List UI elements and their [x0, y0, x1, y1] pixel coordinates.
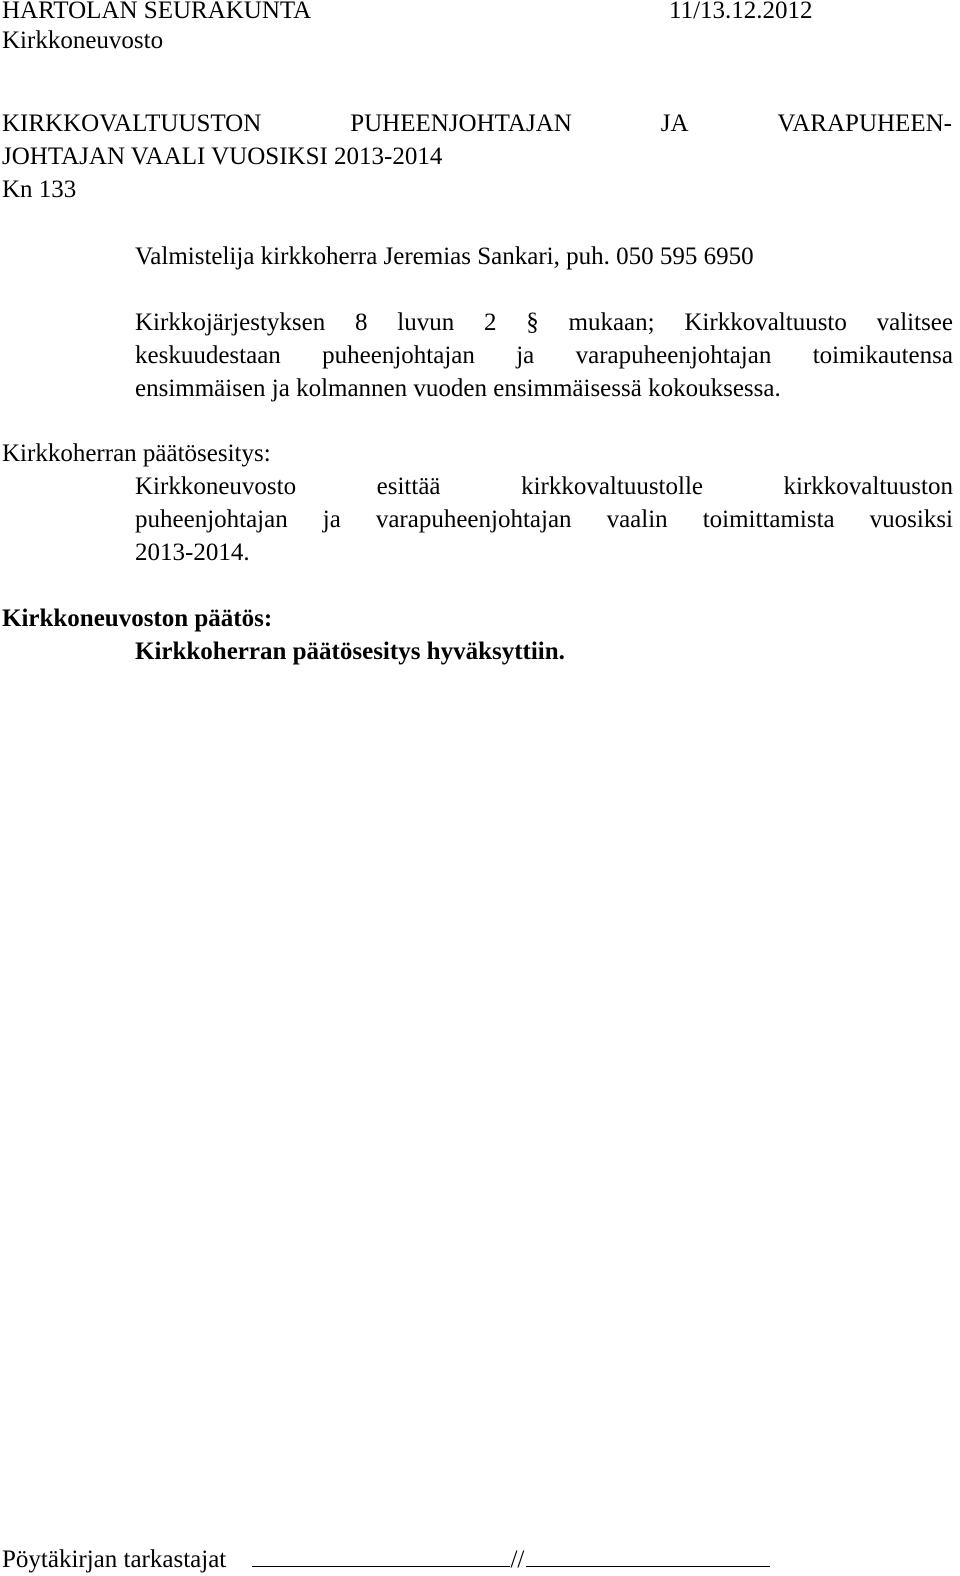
- word: varapuheenjohtajan: [375, 506, 572, 533]
- meeting-date: 11/13.12.2012: [669, 0, 813, 24]
- word: toimittamista: [702, 506, 835, 533]
- word: Kirkkoneuvosto: [135, 473, 297, 500]
- preparer-line: Valmistelija kirkkoherra Jeremias Sankari, puh. 050 595 6950: [135, 243, 754, 270]
- paragraph-line: [135, 503, 953, 536]
- signature-line-1: [252, 1544, 510, 1567]
- title-word: VARAPUHEEN-: [777, 110, 952, 137]
- signature-separator: //: [510, 1546, 525, 1573]
- agenda-item-number: Kn 133: [2, 176, 77, 203]
- word: vuosiksi: [869, 506, 953, 533]
- word: mukaan;: [568, 309, 655, 336]
- word: puheenjohtajan: [135, 506, 288, 533]
- agenda-title-line-2: JOHTAJAN VAALI VUOSIKSI 2013-2014: [2, 143, 443, 170]
- section-sign: §: [526, 309, 539, 336]
- word: kirkkovaltuustolle: [521, 473, 703, 500]
- proposal-label: Kirkkoherran päätösesitys:: [2, 440, 271, 467]
- decision-text: Kirkkoherran päätösesitys hyväksyttiin.: [135, 638, 565, 665]
- decision-label: Kirkkoneuvoston päätös:: [2, 605, 273, 632]
- word: Kirkkojärjestyksen: [135, 309, 326, 336]
- word: puheenjohtajan: [322, 342, 475, 369]
- word: 2: [483, 309, 497, 336]
- word: ja: [516, 342, 535, 369]
- page-footer: [2, 1543, 770, 1576]
- word: valitsee: [876, 309, 953, 336]
- background-paragraph: [135, 306, 953, 405]
- word: luvun: [397, 309, 455, 336]
- organization-name: HARTOLAN SEURAKUNTA: [2, 0, 312, 24]
- word: 8: [355, 309, 368, 336]
- word: varapuheenjohtajan: [575, 342, 772, 369]
- page-header: [2, 0, 958, 27]
- paragraph-line: ensimmäisen ja kolmannen vuoden ensimmäisessä kokouksessa.: [135, 375, 781, 402]
- paragraph-line: [135, 339, 953, 372]
- word: keskuudestaan: [135, 342, 281, 369]
- paragraph-line: 2013-2014.: [135, 539, 250, 566]
- title-word: JA: [660, 110, 689, 137]
- proposal-paragraph: [135, 470, 953, 569]
- word: ja: [322, 506, 341, 533]
- body-name: Kirkkoneuvosto: [2, 27, 164, 54]
- title-word: PUHEENJOHTAJAN: [350, 110, 572, 137]
- word: kirkkovaltuuston: [783, 473, 953, 500]
- word: toimikautensa: [812, 342, 953, 369]
- reviewers-label: Pöytäkirjan tarkastajat: [2, 1546, 227, 1573]
- word: vaalin: [606, 506, 668, 533]
- title-word: KIRKKOVALTUUSTON: [2, 110, 262, 137]
- paragraph-line: [135, 470, 953, 503]
- word: esittää: [376, 473, 441, 500]
- agenda-title-line-1: [2, 107, 952, 140]
- word: Kirkkovaltuusto: [684, 309, 847, 336]
- paragraph-line: [135, 306, 953, 339]
- signature-line-2: [526, 1544, 770, 1567]
